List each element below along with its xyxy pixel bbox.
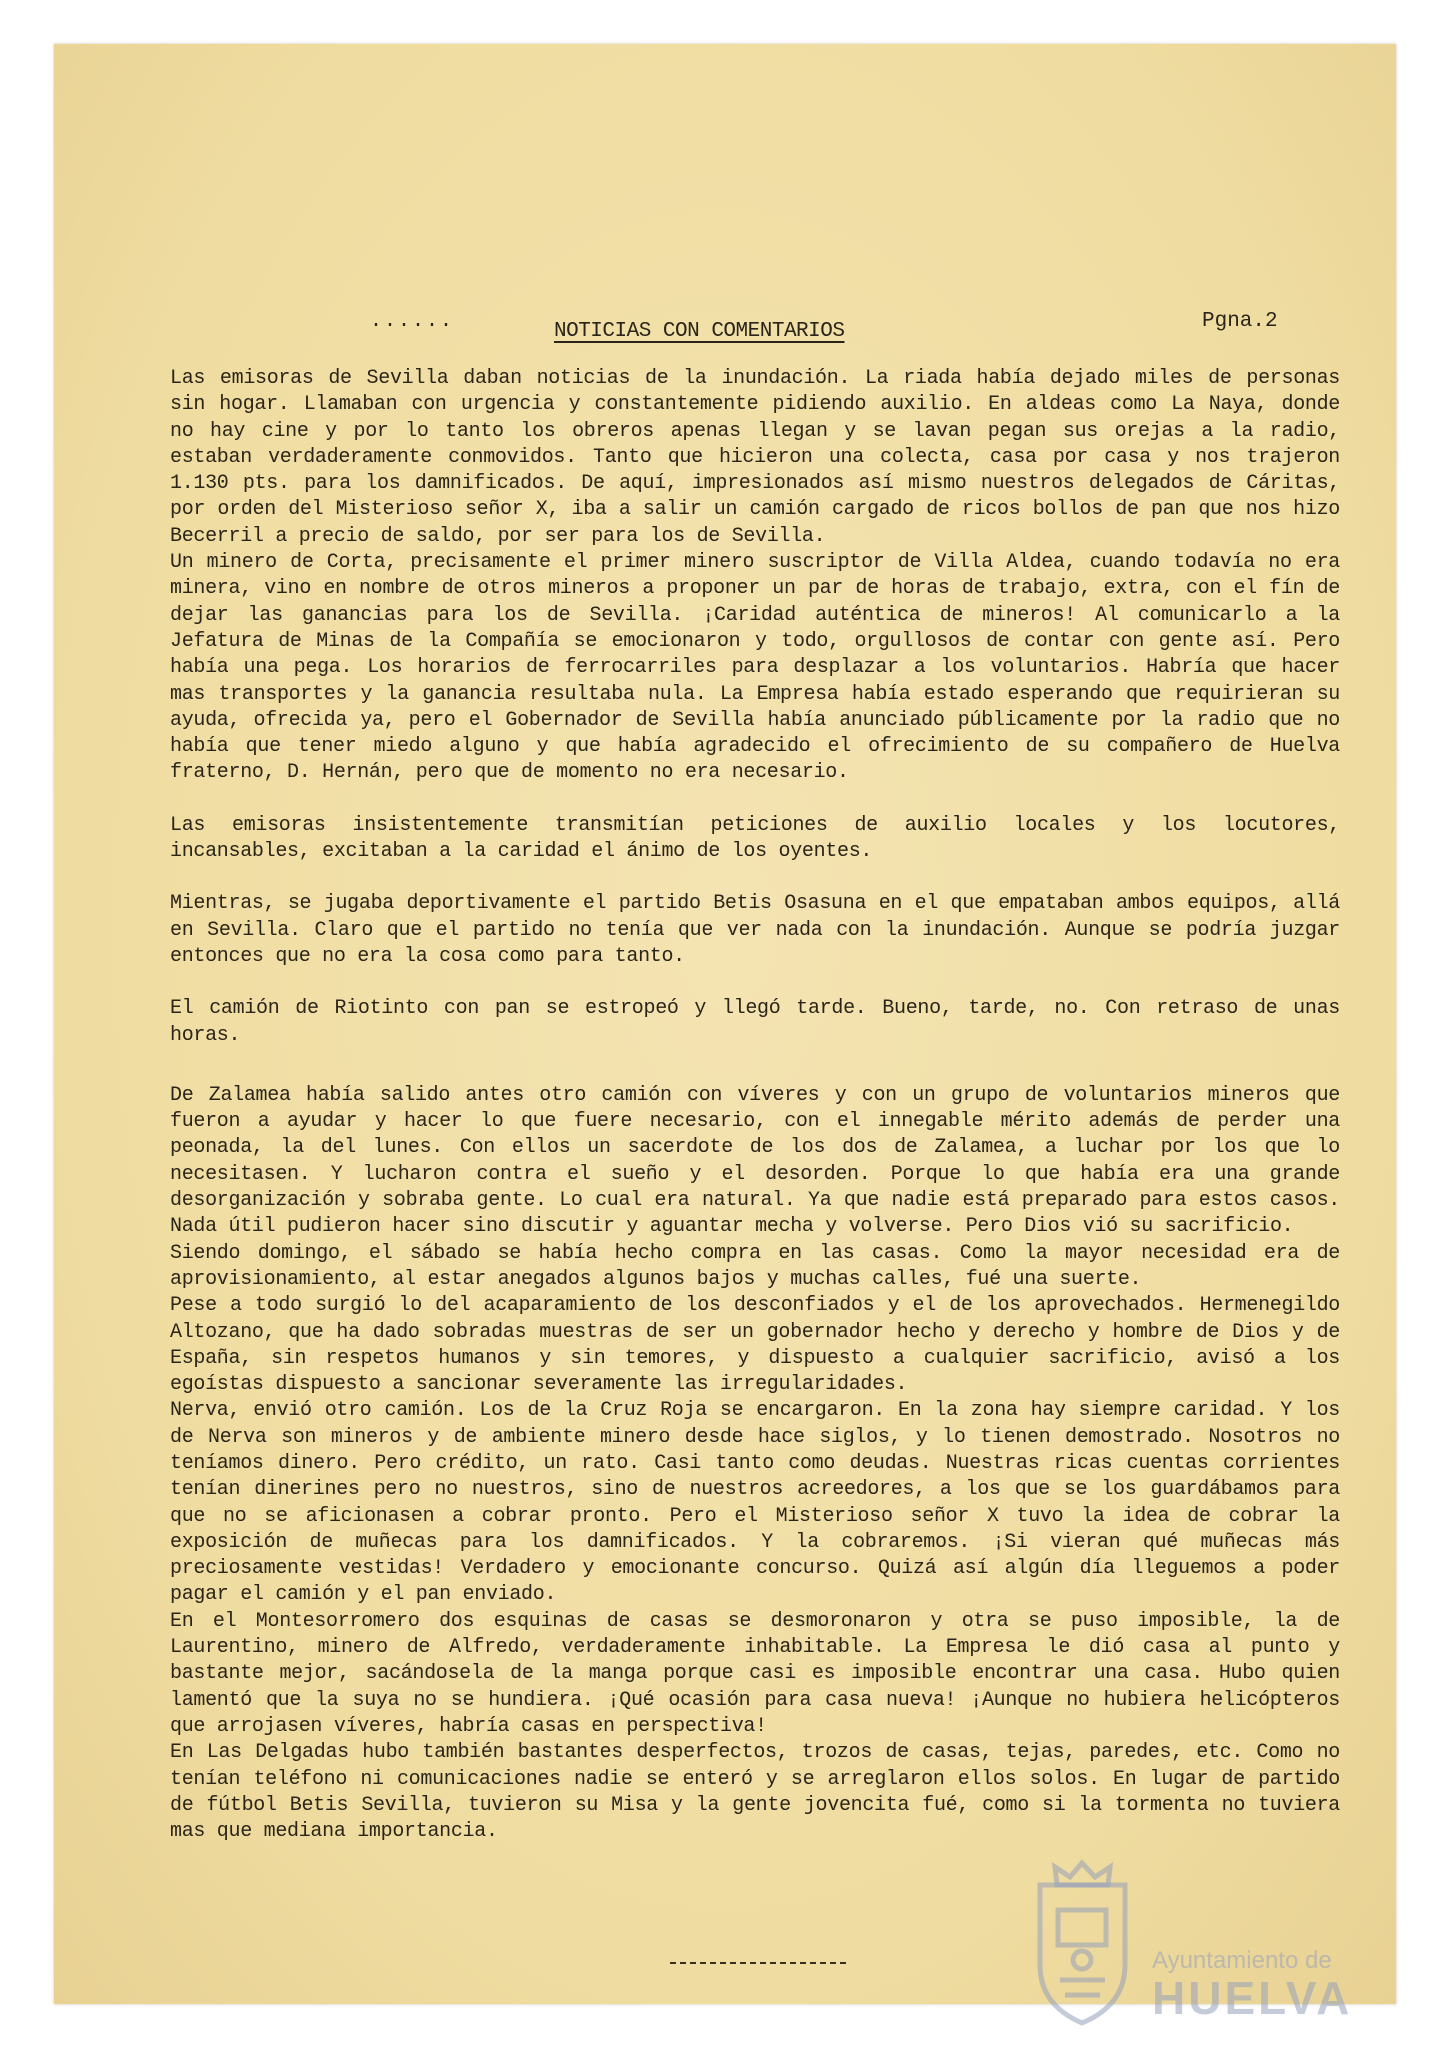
- watermark-text: Ayuntamiento de: [1152, 1947, 1332, 1974]
- city-crest-icon: [1020, 1855, 1145, 2030]
- document-title: NOTICIAS CON COMENTARIOS: [554, 320, 845, 343]
- paragraph: Siendo domingo, el sábado se había hecho compra en las casas. Como la mayor necesidad era de aprovisionamiento, al estar anegados algunos bajos y muchas calles, fué una suerte.: [170, 1241, 1340, 1291]
- watermark-city: HUELVA: [1152, 1972, 1353, 2024]
- paragraph: Las emisoras de Sevilla daban noticias de la inundación. La riada había dejado miles de personas sin hogar. Llamaban con urgencia y constantemente pidiendo auxilio. En aldeas como La Naya, donde no hay cine y por lo tanto los obreros apenas llegan y se lavan pegan sus orejas a la radio, estaban verdaderamente conmovidos. Tanto que hicieron una colecta, casa por casa y nos trajeron 1.130 pts. para los damnificados. De aquí, impresionados así mismo nuestros delegados de Cáritas, por orden del Misterioso señor X, iba a salir un camión cargado de ricos bollos de pan que nos hizo Becerril a precio de saldo, por ser para los de Sevilla.: [170, 367, 1340, 548]
- body-text: [170, 366, 1340, 1845]
- header-dots: ......: [370, 310, 455, 333]
- paragraph: Mientras, se jugaba deportivamente el partido Betis Osasuna en el que empataban ambos equipos, allá en Sevilla. Claro que el partido no tenía que ver nada con la inundación. Aunque se podría juzgar entonces que no era la cosa como para tanto.: [170, 892, 1340, 968]
- paragraph: El camión de Riotinto con pan se estropeó y llegó tarde. Bueno, tarde, no. Con retraso de unas horas.: [170, 997, 1340, 1047]
- paragraph: Pese a todo surgió lo del acaparamiento de los desconfiados y el de los aprovechados. Hermenegildo Altozano, que ha dado sobradas muestras de ser un gobernador hecho y derecho y hombre de Dios y de España, sin respetos humanos y sin temores, y dispuesto a cualquier sacrificio, avisó a los egoístas dispuesto a sancionar severamente las irregularidades.: [170, 1294, 1340, 1397]
- paragraph: En el Montesorromero dos esquinas de casas se desmoronaron y otra se puso imposible, la de Laurentino, minero de Alfredo, verdaderamente inhabitable. La Empresa le dió casa al punto y bastante mejor, sacándosela de la manga porque casi es imposible encontrar una casa. Hubo quien lamentó que la suya no se hundiera. ¡Qué ocasión para casa nueva! ¡Aunque no hubiera helicópteros que arrojasen víveres, habría casas en perspectiva!: [170, 1609, 1340, 1738]
- paragraph: Las emisoras insistentemente transmitían peticiones de auxilio locales y los locutores, incansables, excitaban a la caridad el ánimo de los oyentes.: [170, 813, 1340, 864]
- document-page: [54, 44, 1396, 2004]
- end-divider: [670, 1962, 846, 1964]
- page-number: Pgna.2: [1202, 310, 1278, 333]
- paragraph: En Las Delgadas hubo también bastantes desperfectos, trozos de casas, tejas, paredes, etc. Como no tenían teléfono ni comunicaciones nadie se enteró y se arreglaron ellos solos. En lugar de partido de fútbol Betis Sevilla, tuvieron su Misa y la gente jovencita fué, como si la tormenta no tuviera mas que mediana importancia.: [170, 1741, 1340, 1844]
- paragraph: Nerva, envió otro camión. Los de la Cruz Roja se encargaron. En la zona hay siempre caridad. Y los de Nerva son mineros y de ambiente minero desde hace siglos, y lo tienen demostrado. Nosotros no teníamos dinero. Pero crédito, un rato. Casi tanto como deudas. Nuestras ricas cuentas corrientes tenían dinerines pero no nuestros, sino de nuestros acreedores, a los que se los guardábamos para que no se aficionasen a cobrar pronto. Pero el Misterioso señor X tuvo la idea de cobrar la exposición de muñecas para los damnificados. Y la cobraremos. ¡Si vieran qué muñecas más preciosamente vestidas! Verdadero y emocionante concurso. Quizá así algún día lleguemos a poder pagar el camión y el pan enviado.: [170, 1399, 1340, 1607]
- paragraph: De Zalamea había salido antes otro camión con víveres y con un grupo de voluntarios mineros que fueron a ayudar y hacer lo que fuere necesario, con el innegable mérito además de perder una peonada, la del lunes. Con ellos un sacerdote de los dos de Zalamea, a luchar por los que lo necesitasen. Y lucharon contra el sueño y el desorden. Porque lo que había era una grande desorganización y sobraba gente. Lo cual era natural. Ya que nadie está preparado para estos casos. Nada útil pudieron hacer sino discutir y aguantar mecha y volverse. Pero Dios vió su sacrificio.: [170, 1083, 1340, 1239]
- paragraph: Un minero de Corta, precisamente el primer minero suscriptor de Villa Aldea, cuando todavía no era minera, vino en nombre de otros mineros a proponer un par de horas de trabajo, extra, con el fín de dejar las ganancias para los de Sevilla. ¡Caridad auténtica de mineros! Al comunicarlo a la Jefatura de Minas de la Compañía se emocionaron y todo, orgullosos de contar con gente así. Pero había una pega. Los horarios de ferrocarriles para desplazar a los voluntarios. Habría que hacer mas transportes y la ganancia resultaba nula. La Empresa había estado esperando que requirieran su ayuda, ofrecida ya, pero el Gobernador de Sevilla había anunciado públicamente por la radio que no había que tener miedo alguno y que había agradecido el ofrecimiento de su compañero de Huelva fraterno, D. Hernán, pero que de momento no era necesario.: [170, 551, 1340, 785]
- watermark: [1020, 1855, 1380, 2030]
